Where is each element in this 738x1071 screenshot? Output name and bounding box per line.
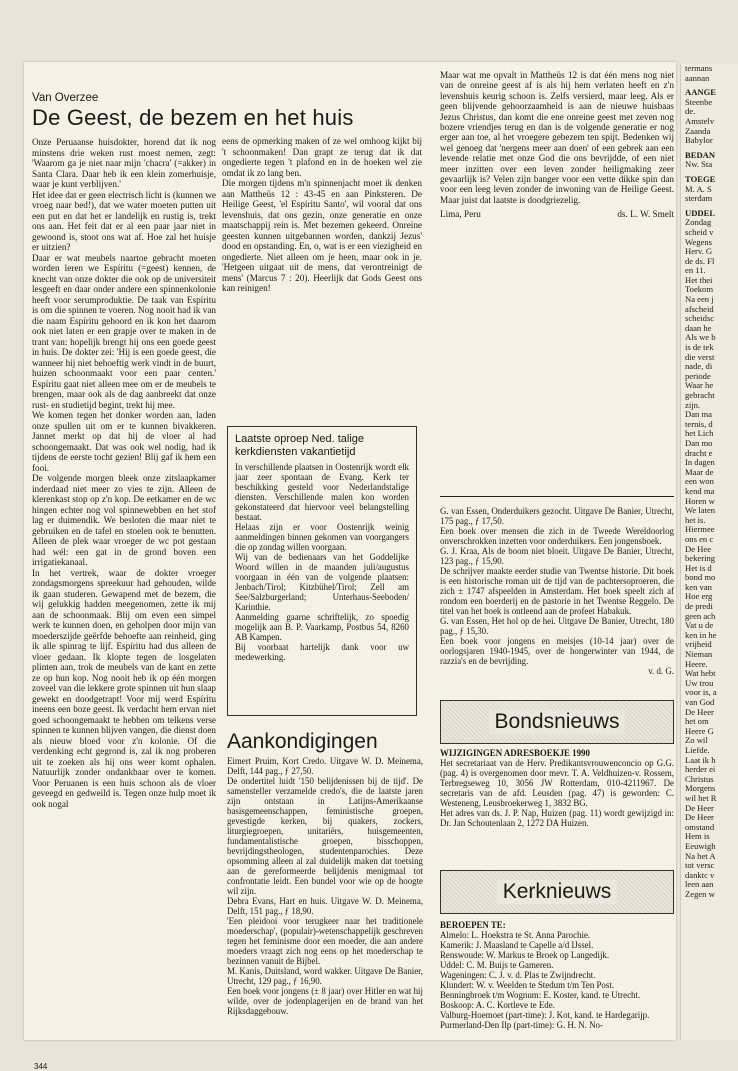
adjacent-page-line: Maar de (685, 466, 714, 477)
adjacent-page-line: kend ma (685, 485, 715, 496)
adjacent-page-line: De Heer (685, 706, 714, 717)
adjacent-page-line: Uw trou (685, 677, 714, 688)
adjacent-page-line: Nw. Sta (685, 159, 713, 170)
article-column-right (440, 70, 674, 220)
kerknieuws-line: Renswoude: W. Markus te Broek op Langedijk. (440, 950, 610, 960)
adjacent-page-line: ons en c (685, 533, 714, 544)
adjacent-page-line: Na een j (685, 294, 714, 305)
adjacent-page-line: Hiermee (685, 524, 715, 535)
adjacent-page-line: De Hee (685, 543, 712, 554)
adjacent-page-line: Liefde. (685, 744, 710, 755)
adjacent-page-line: de. (685, 106, 696, 117)
announcement-item: M. Kanis, Duitsland, word wakker. Uitgave De Banier, Utrecht, 129 pag., ƒ 16,90. (227, 966, 423, 986)
bondsnieuws-paragraph: Het secretariaat van de Herv. Predikantsvrouwenconcio op G.G. (pag. 4) is overgenomen door mevr. T. A. Veldhuizen-v. Rossem, Terbregseweg 10, 3056 JW Rotterdam, 010-4211967. De secretaris van de afd. Leusden (pag. 47) is geworden: C. Westeneng, Leusbroekerweg 1, 3832 BG. (440, 758, 674, 808)
adjacent-page-line: afscheid (685, 303, 714, 314)
adjacent-page-line: Laat ik h (685, 754, 716, 765)
adjacent-page-line: aannan (685, 72, 710, 83)
adjacent-page-line: voor is, a (685, 687, 717, 698)
book-announcements (440, 506, 674, 676)
bondsnieuws-heading: WIJZIGINGEN ADRESBOEKJE 1990 (440, 748, 590, 758)
kerknieuws-line: Boskoop: A. C. Kortleve te Ede. (440, 1000, 555, 1010)
adjacent-page-line: Babylor (685, 135, 713, 146)
magazine-page (24, 62, 676, 1071)
oproep-paragraph: Wij van de bedienaars van het Goddelijke Woord willen in de maanden juli/augustus voorgaan in één van de volgende plaatsen: Jenbach/Tirol; Kitzbühel/Tirol; Zell am See/Salzburgerland; Unterhaus-Seeboden/ Karinthie. (235, 552, 409, 612)
aankondigingen-body (227, 756, 423, 1016)
article-paragraph: In het vertrek, waar de dokter vroeger zondagsmorgens spreekuur had gehouden, wilde ik gaan studeren. Gewapend met de bezem, die wij gelukkig hadden meegenomen, zette ik mij aan de schoonmaak. Blij om even een simpel werk te kunnen doen, en geholpen door mijn van moederszijde geërfde behoefte aan reinheid, ging ik alle spinrag te lijf. Espíritu had dus alleen de vloer gedaan. Ik klopte tegen de losgelaten plinten aan, trok de meubels van de kant en zette ze op hun kop. Nog nooit heb ik op één morgen zoveel van die lekkere grote spinnen uit hun slaap gewekt en doodgetrapt! Voor mij werd Espíritu ineens een boze geest. Ik verdacht hem ervan niet goed schoongemaakt te hebben om telkens verse spinnen te kunnen blijven vangen, die dienst doen als nieuw bloed voor z'n kolonie. Of die verdenking echt gegrond is, zal ik nog proberen uit te zoeken als hij ons weer komt ophalen. Natuurlijk zonder ondankbaar over te komen. Voor Peruanen is een huis schoon als de vloer geveegd en gedweild is. Tegen onze hulp moet ik ook nogal (32, 567, 216, 809)
adjacent-page-line: is de tek (685, 342, 714, 353)
kerknieuws-banner-label: Kerknieuws (497, 880, 618, 904)
oproep-box (227, 426, 417, 716)
announcement-signature: v. d. G. (648, 666, 674, 676)
adjacent-page-line: Horen w (685, 495, 715, 506)
adjacent-page-line: Heere. (685, 658, 708, 669)
adjacent-page-line: De Heer (685, 802, 714, 813)
adjacent-page-line: omstand (685, 821, 715, 832)
adjacent-page-line: Nieman (685, 649, 713, 660)
kerknieuws-line: Kamerik: J. Maasland te Capelle a/d IJssel. (440, 940, 594, 950)
adjacent-page-line: TOEGE (685, 173, 716, 184)
adjacent-page-line: periode (685, 370, 711, 381)
adjacent-page-line: termans (685, 64, 713, 73)
page-number: 344 (34, 1062, 48, 1071)
kerknieuws-line: Almelo: L. Hoekstra te St. Anna Parochie. (440, 930, 591, 940)
kerknieuws-line: Benningbroek t/m Wognum: E. Koster, kand. te Utrecht. (440, 990, 641, 1000)
announcement-item: G. van Essen, Onderduikers gezocht. Uitgave De Banier, Utrecht, 175 pag., ƒ 17,50. (440, 506, 674, 526)
adjacent-page-line: leen aan (685, 879, 714, 890)
adjacent-page-line: In dagen (685, 457, 715, 468)
oproep-paragraph: Aanmelding gaarne schriftelijk, zo spoedig mogelijk aan B. P. Vaarkamp, Postbus 54, 8260 AB Kampen. (235, 612, 409, 642)
adjacent-page-line: ken in he (685, 629, 717, 640)
adjacent-page-line: De Heer (685, 812, 714, 823)
article-paragraph: Daar er wat meubels naartoe gebracht moeten worden leren we Espíritu (=geest) kennen, de knecht van onze dokter die ook op de universiteit lesgeeft en daar onder andere een spinnenkolonie heeft voor serumproduktie. De taak van Espíritu is om die spinnen te voeren. Nog nooit had ik van die naam Espíritu gehoord en ik kon het daarom ook niet laten er een grapje over te maken in de trant van: hopelijk brengt hij ons een goede geest in huis. De dokter zei: 'Hij is een goede geest, die wanneer hij niet behoeftig werk vindt in de buurt, huizen schoonmaakt voor een paar centen.' Espíritu gaat niet alleen mee om er de meubels te brengen, maar ook als de dag aanbreekt dat onze rust- en studietijd begint, trekt hij mee. (32, 252, 216, 410)
announcement-item: G. J. Kraa, Als de boom niet bloeit. Uitgave De Banier, Utrecht, 123 pag., ƒ 15,90. (440, 546, 674, 566)
adjacent-page-line: Waar he (685, 380, 714, 391)
bondsnieuws-body (440, 748, 674, 828)
oproep-paragraph: Helaas zijn er voor Oostenrijk weinig aanmeldingen binnen gekomen van voorgangers die op zondag willen voorgaan. (235, 522, 409, 552)
adjacent-page-line: herder ei (685, 764, 716, 775)
adjacent-page-line: Toekom (685, 284, 714, 295)
adjacent-page-line: Eeuwigh (685, 840, 716, 851)
adjacent-page-line: Zegen w (685, 888, 715, 899)
adjacent-page-line: wil het R (685, 792, 717, 803)
article-signature-row (440, 209, 674, 219)
adjacent-page-line: Heere G (685, 725, 714, 736)
article-paragraph: De volgende morgen bleek onze zitslaapkamer inderdaad niet meer zo vies te zijn. Alleen de klerenkast stop op z'n kop. De eetkamer en de wc hingen echter nog vol spinnewebben en het stof lag er duimendik. We besloten die maar niet te gebruiken en de tafel en stoelen ook te benutten. Alleen de plek waar vroeger de wc pot gestaan had wél: een gat in de grond boven een irrigatiekanaal. (32, 473, 216, 567)
kerknieuws-line: Uddel: C. M. Buijs te Gameren. (440, 960, 554, 970)
announcement-item: Debra Evans, Hart en huis. Uitgave W. D. Meinema, Delft, 151 pag., ƒ 18,90. (227, 896, 423, 916)
adjacent-page-line: AANGE (685, 87, 717, 98)
oproep-paragraph: In verschillende plaatsen in Oostenrijk wordt elk jaar zeer spontaan de Evang. Kerk ter beschikking gesteld voor Nederlandstalige diensten. Verschillende malen kon worden gekonstateerd dat hiervoor veel belangstelling bestaat. (235, 462, 409, 522)
article-paragraph: Maar wat me opvalt in Mattheüs 12 is dat één mens nog niet van de onreine geest af is als hij hem verlaten heeft en z'n levenshuis keurig schoon is. Zelfs versierd, maar leeg. Als er geen blijvende gehoorzaamheid is aan de nieuwe huisbaas Jezus Christus, dan komt die ene onreine geest met zeven nog bozere vriendjes terug en dan is de volgende generatie er nog erger aan toe, al het vroegere gebezem ten spijt. Bedenken wij wel genoeg dat 'nergens meer aan doen' of een gebrek aan een levende relatie met onze God die ons bevrijdde, of een niet meer inzitten over een leven zonder heiligmaking zeer gevaarlijk is? Velen zijn banger voor een vette dikke spin dan voor een leeg leven zonder de inwoning van de Heilige Geest. Maar juist dat laatste is doodgriezelig. (440, 70, 674, 205)
adjacent-page-line: danktc v (685, 869, 715, 880)
announcement-item: G. van Essen, Het hol op de hei. Uitgave De Banier, Utrecht, 180 pag., ƒ 15,30. (440, 616, 674, 636)
article-paragraph: Die morgen tijdens m'n spinnenjacht moet ik denken aan Mattheüs 12 : 43-45 en aan Pinksteren. De Heilige Geest, 'el Espíritu Santo', wil vooral dat ons levenshuis, dat ons gezin, onze generatie en onze maatschappij rein is. Met bezemen gekeerd. Onreine geesten kunnen uitgebannen worden, dankzij Jezus' dood en opstanding. En, o, wat is er een viezigheid en ongedierte. Niet alleen om je heen, maar ook in je. 'Hetgeen uitgaat uit de mens, dat verontreinigt de mens' (Marcus 7 : 20). Heerlijk dat Gods Geest ons kan reinigen! (222, 178, 422, 293)
article-column-left (32, 137, 216, 809)
adjacent-page-line: bekering (685, 553, 716, 564)
announcement-item: De ondertitel luidt '150 belijdenissen bij de tijd'. De samensteller verzamelde credo's, die de laatste jaren zijn ontstaan in Latijns-Amerikaanse basisgemeenschappen, feministische groepen, gevestigde kerken, bij quakers, zockers, liturgiegroepen, unitariërs, huisgemeenten, fundamentalistische groepen, bisschoppen, bevrijdingstheologen, studentenparochies. Deze opsomming alleen al zal duidelijk maken dat toetsing aan de gereformeerde belijdenis menigmaal tot confrontatie leidt. Een bundel voor wie op de hoogte wil zijn. (227, 776, 423, 896)
adjacent-page-line: sterdam (685, 193, 713, 204)
adjacent-page-line: Na het A (685, 850, 716, 861)
kerknieuws-heading: BEROEPEN TE: (440, 920, 506, 930)
adjacent-page-line: Wat hebt (685, 668, 716, 679)
adjacent-page-fragment (680, 64, 738, 1040)
adjacent-page-line: die verst (685, 351, 715, 362)
oproep-title: Laatste oproep Ned. talige kerkdiensten vakantietijd (235, 433, 365, 458)
announcement-item: Een boek voor jongens (± 8 jaar) over Hitler en wat hij wilde, over de jodenplagerijen en de brand van het Rijksdaggebouw. (227, 986, 423, 1016)
kerknieuws-body (440, 920, 674, 1030)
adjacent-page-line: UDDEL (685, 207, 716, 218)
announcement-item: De schrijver maakte eerder studie van Twentse historie. Dit boek is een historische roman uit de tijd van de pachtersoproeren, die zich ± 1747 afspeelden in Amsterdam. Het boek speelt zich af rondom een boerderij en de pastorie in het Twentse Reggelo. De titel van het boek is ontleend aan de profeet Habakuk. (440, 566, 674, 616)
article-place: Lima, Peru (440, 209, 481, 220)
adjacent-page-line: scheid v (685, 226, 714, 237)
announcement-item: 'Een pleidooi voor terugkeer naar het traditionele moederschap', (populair)-wetenschappelijk geschreven tegen het feminisme door een moeder, die aan andere moeders vraagt zich nog eens op het moederschap te bezinnen vanuit de Bijbel. (227, 916, 423, 966)
adjacent-page-line: Vat u de (685, 620, 714, 631)
article-paragraph: eens de opmerking maken of ze wel omhoog kijkt bij 't schoonmaken! Dan grapt ze terug dat ik dat ongedierte tegen 't plafond en in de hoeken wel zie omdat ik zo lang ben. (222, 136, 422, 178)
bondsnieuws-banner (440, 700, 674, 744)
adjacent-page-line: Dan mo (685, 437, 713, 448)
adjacent-page-line: Dan ma (685, 409, 712, 420)
announcement-item: Een boek over mensen die zich in de Tweede Wereldoorlog onverschrokken inzetten voor onderduikers. Een jongensboek. (440, 526, 674, 546)
kerknieuws-line: Klundert: W. v. Weelden te Stedum t/m Ten Post. (440, 980, 615, 990)
adjacent-page-line: nade, di (685, 361, 713, 372)
adjacent-page-line: ternis, d (685, 418, 713, 429)
adjacent-page-line: scheidsc (685, 313, 715, 324)
adjacent-page-line: het is. (685, 514, 706, 525)
adjacent-page-line: Wegens (685, 236, 712, 247)
adjacent-page-line: M. A. S (685, 183, 712, 194)
adjacent-page-line: Zondag (685, 217, 712, 228)
bondsnieuws-banner-label: Bondsnieuws (489, 710, 626, 734)
kerknieuws-line: Purmerland-Den Ilp (part-time): G. H. N. No- (440, 1020, 603, 1030)
oproep-paragraph: Bij voorbaat hartelijk dank voor uw medewerking. (235, 642, 409, 662)
adjacent-page-line: ken van (685, 581, 712, 592)
adjacent-page-line: tot versc (685, 860, 715, 871)
announcement-item: Eimert Pruim, Kort Credo. Uitgave W. D. Meinema, Delft, 144 pag., ƒ 27,50. (227, 756, 423, 776)
adjacent-page-line: BEDAN (685, 149, 716, 160)
adjacent-page-line: en 11. (685, 265, 706, 276)
adjacent-page-line: Het is d (685, 562, 712, 573)
adjacent-page-line: de ds. Fl (685, 255, 715, 266)
adjacent-page-line: van God (685, 697, 715, 707)
kerknieuws-line: Wageningen: C. J. v. d. Plas te Zwijndrecht. (440, 970, 596, 980)
kerknieuws-banner (440, 870, 674, 914)
adjacent-page-line: Hoe erg (685, 591, 713, 602)
article-author: ds. L. W. Smelt (617, 209, 674, 220)
adjacent-page-line: Herv. G (685, 246, 713, 257)
adjacent-page-line: de predi (685, 601, 713, 612)
adjacent-page-line: daan he (685, 322, 712, 333)
adjacent-page-line: Het thei (685, 274, 713, 285)
adjacent-page-line: bond mo (685, 572, 716, 583)
adjacent-page-line: Morgens (685, 783, 716, 794)
adjacent-page-line: het Lich (685, 428, 714, 439)
announcement-item: Een boek voor jongens en meisjes (10-14 jaar) over de oorlogsjaren 1940-1945, over de hongerwinter van 1944, de razzia's en de bevrijding. (440, 636, 674, 666)
adjacent-page-line: Christus (685, 773, 714, 784)
adjacent-page-line: geen ach (685, 610, 716, 621)
adjacent-page-line: Steenbe (685, 96, 713, 107)
adjacent-page-line: zijn. (685, 399, 701, 410)
adjacent-page-line: We laten (685, 505, 716, 516)
bondsnieuws-paragraph: Het adres van ds. J. P. Nap, Huizen (pag. 11) wordt gewijzigd in: Dr. Jan Schoutenlaan 2, 1272 DA Huizen. (440, 808, 674, 828)
adjacent-page-line: Als we b (685, 332, 716, 343)
article-column-middle (222, 136, 422, 294)
adjacent-page-line: gebracht (685, 390, 715, 400)
article-paragraph: We komen tegen het donker worden aan, laden onze spullen uit om er te kunnen bivakkeren. Jannet merkt op dat hij de vloer al had schoongemaakt. Dat was ook wel nodig, had ik tijdens de eerste tocht gezien! Blij gaf ik hem een fooi. (32, 410, 216, 473)
article-paragraph: Onze Peruaanse huisdokter, horend dat ik nog minstens drie weken rust moest nemen, zegt: 'Waarom ga je niet naar mijn 'chacra' (=akker) in Santa Clara. Daar heb ik een klein zomerhuisje, waar je kunt verblijven.' (32, 137, 216, 189)
section-label: Van Overzee (32, 92, 99, 104)
adjacent-page-line: Amstelv (685, 115, 715, 126)
adjacent-page-line: dracht e (685, 447, 713, 458)
article-title: De Geest, de bezem en het huis (32, 105, 354, 130)
column-divider (440, 496, 674, 497)
kerknieuws-line: Valburg-Hoemoet (part-time): J. Kot, kand. te Hardegarijp. (440, 1010, 650, 1020)
adjacent-page-line: Zo wil (685, 735, 708, 746)
adjacent-page-line: vrijheid (685, 639, 712, 650)
adjacent-page-line: Zaanda (685, 125, 711, 136)
article-paragraph: Het idee dat er geen electrisch licht is (kunnen we vroeg naar bed!), dat we water moeten putten uit een put en dat het er landelijk en rustig is, trekt ons aan. Het feit dat er al een paar jaar niet in gewoond is, stoot ons wat af. Hoe zal het huisje er uitzien? (32, 189, 216, 252)
adjacent-page-line: Hem is (685, 831, 710, 842)
aankondigingen-title: Aankondigingen (227, 730, 378, 753)
adjacent-page-line: het om (685, 716, 709, 727)
adjacent-page-line: een won (685, 476, 714, 487)
